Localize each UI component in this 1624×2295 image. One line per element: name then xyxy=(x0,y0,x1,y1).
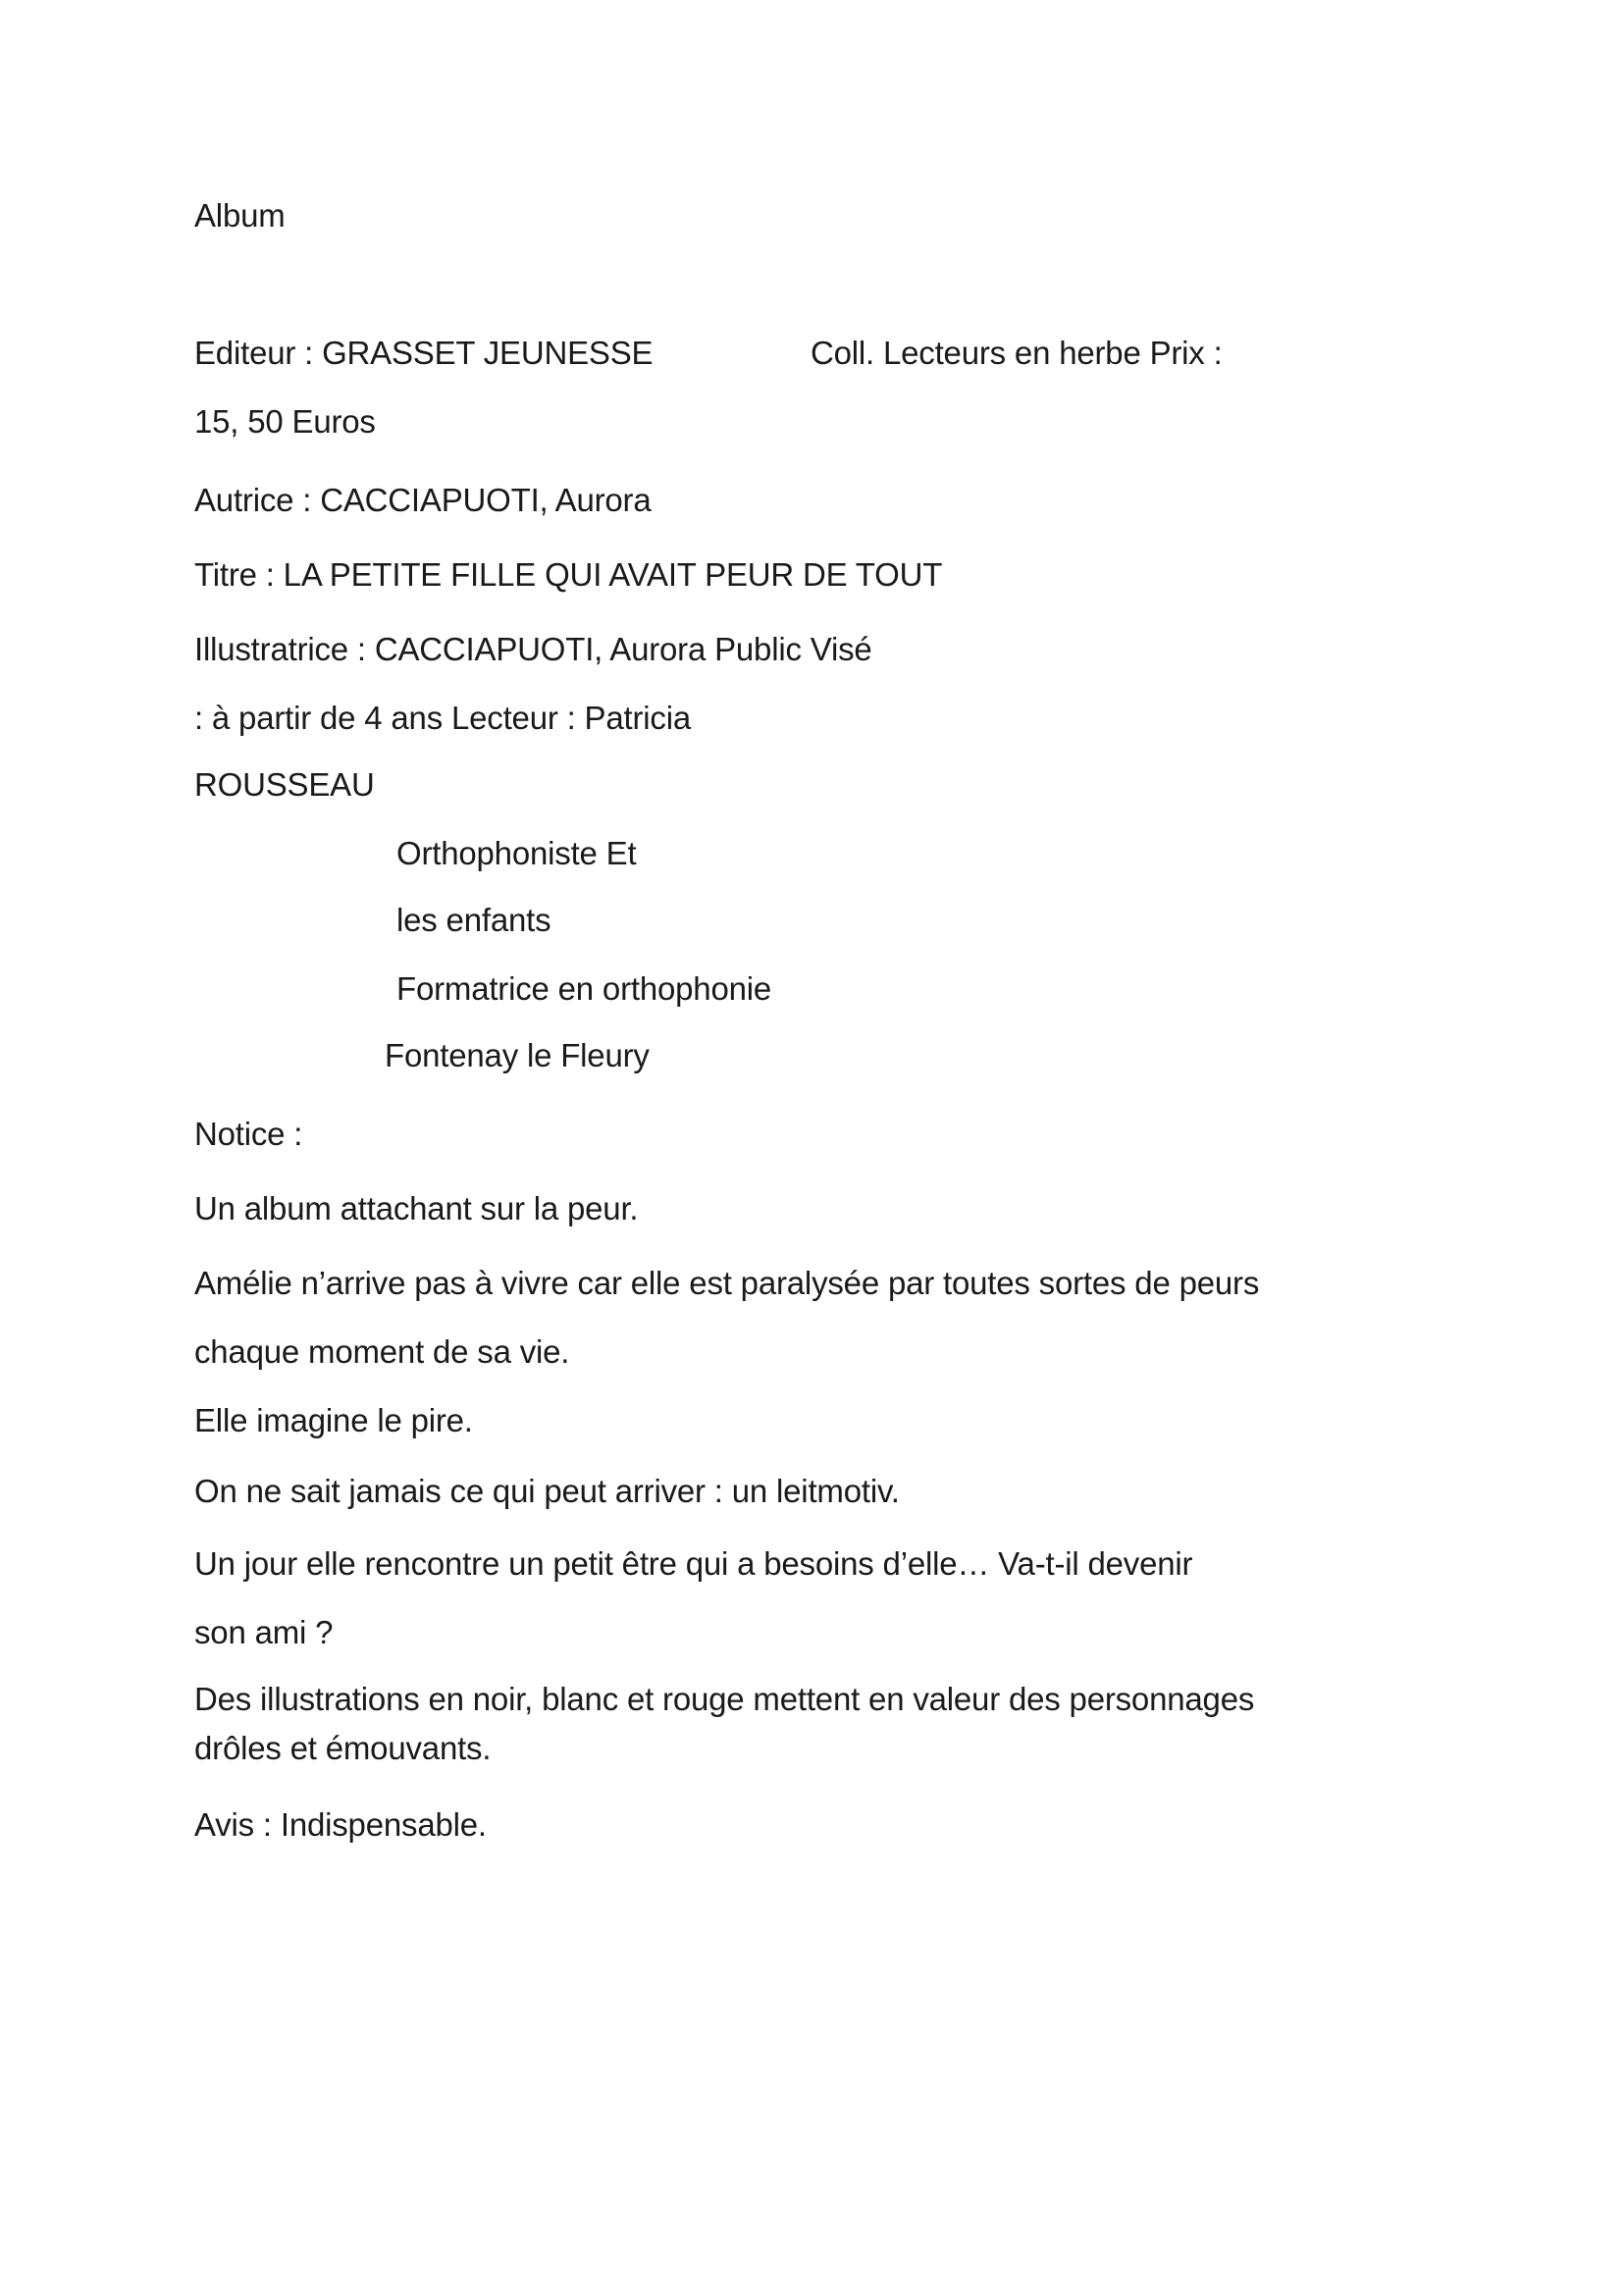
illustratrice-line: Illustratrice : CACCIAPUOTI, Aurora Public Visé xyxy=(194,631,872,667)
prix-line: 15, 50 Euros xyxy=(194,403,376,440)
category-label: Album xyxy=(194,197,286,234)
reader-info-line: les enfants xyxy=(396,902,551,938)
notice-paragraph: Elle imagine le pire. xyxy=(194,1402,473,1438)
notice-paragraph: Un album attachant sur la peur. xyxy=(194,1190,639,1226)
avis-line: Avis : Indispensable. xyxy=(194,1806,487,1843)
collection-line: Coll. Lecteurs en herbe Prix : xyxy=(811,335,1223,371)
notice-paragraph: On ne sait jamais ce qui peut arriver : un leitmotiv. xyxy=(194,1473,900,1509)
titre-line: Titre : LA PETITE FILLE QUI AVAIT PEUR DE TOUT xyxy=(194,556,943,593)
lecteur-name-line: ROUSSEAU xyxy=(194,766,375,803)
reader-info-line: Orthophoniste Et xyxy=(396,835,637,871)
notice-paragraph: drôles et émouvants. xyxy=(194,1730,492,1766)
reader-info-line: Fontenay le Fleury xyxy=(385,1037,650,1073)
notice-paragraph: son ami ? xyxy=(194,1614,334,1650)
reader-info-line: Formatrice en orthophonie xyxy=(396,970,772,1007)
notice-paragraph: Un jour elle rencontre un petit être qui a besoins d’elle… Va-t-il devenir xyxy=(194,1545,1193,1582)
notice-heading: Notice : xyxy=(194,1116,303,1152)
editeur-line: Editeur : GRASSET JEUNESSE xyxy=(194,335,654,371)
notice-paragraph: Amélie n’arrive pas à vivre car elle est paralysée par toutes sortes de peurs xyxy=(194,1265,1260,1301)
notice-paragraph: chaque moment de sa vie. xyxy=(194,1333,570,1370)
public-line: : à partir de 4 ans Lecteur : Patricia xyxy=(194,700,691,736)
autrice-line: Autrice : CACCIAPUOTI, Aurora xyxy=(194,482,652,518)
notice-paragraph: Des illustrations en noir, blanc et rouge mettent en valeur des personnages xyxy=(194,1681,1255,1717)
